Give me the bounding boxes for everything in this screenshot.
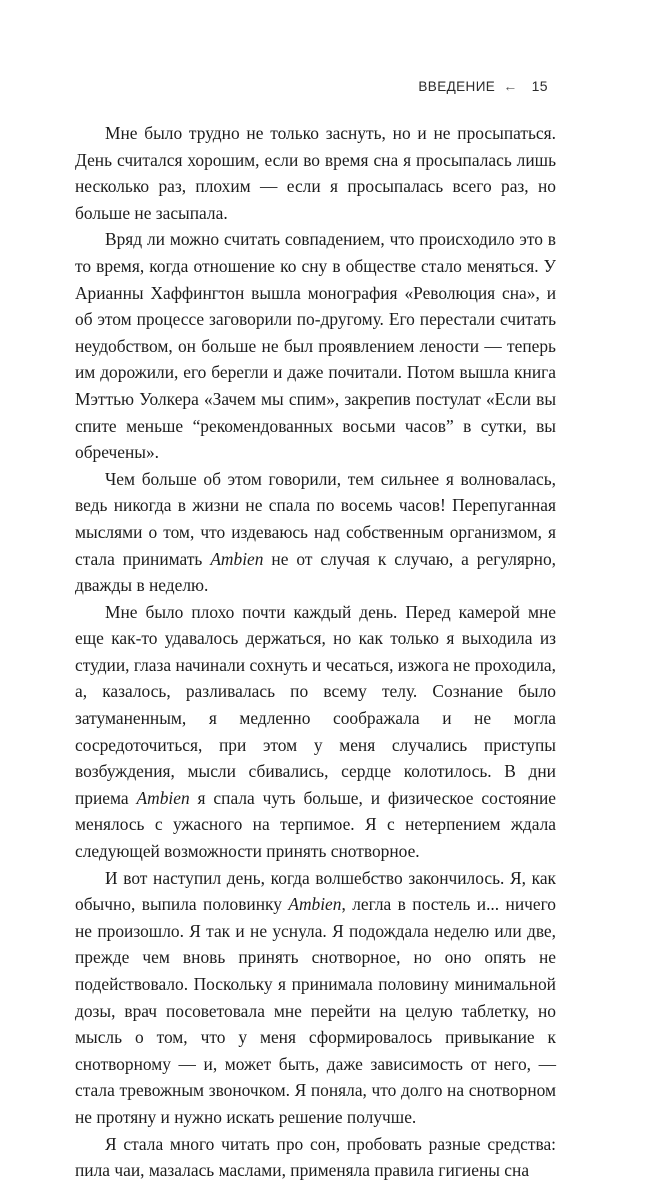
paragraph: Вряд ли можно считать совпадением, что происходило это в то время, когда отношение ко сну в обществе стало меняться. У Арианны Хаффингтон вышла монография «Революция сна», и об этом процессе заговорили по-другому. Его перестали считать неудобством, он больше не был проявлением лености — теперь им дорожили, его берегли и даже почитали. Потом вышла книга Мэттью Уолкера «Зачем мы спим», закрепив постулат «Если вы спите меньше “рекомендованных восьми часов” в сутки, вы обречены». (75, 229, 556, 463)
paragraph: И вот наступил день, когда волшебство закончилось. Я, как обычно, выпила половинку Ambien, легла в постель и... ничего не произошло. Я так и не уснула. Я подождала неделю или две, прежде чем вновь принять снотворное, но оно опять не подействовало. Поскольку я принимала половину минимальной дозы, врач посоветовала мне перейти на целую таблетку, но мысль о том, что у меня сформировалось привыкание к снотворному — и, может быть, даже зависимость от него, — стала тревожным звоночком. Я поняла, что долго на снотворном не протяну и нужно искать решение получше. (75, 867, 556, 1127)
page-number: 15 (531, 78, 548, 94)
body-text (75, 120, 556, 1184)
section-title: ВВЕДЕНИЕ (418, 78, 496, 94)
paragraph: Мне было трудно не только заснуть, но и не просыпаться. День считался хорошим, если во время сна я просыпалась лишь несколько раз, плохим — если я просыпалась всего раз, но больше не засыпала. (75, 123, 556, 223)
paragraph: Мне было плохо почти каждый день. Перед камерой мне еще как-то удавалось держаться, но как только я выходила из студии, глаза начинали сохнуть и чесаться, изжога не проходила, а, казалось, разливалась по всему телу. Сознание было затуманенным, я медленно соображала и не могла сосредоточиться, при этом у меня случались приступы возбуждения, мысли сбивались, сердце колотилось. В дни приема Ambien я спала чуть больше, и физическое состояние менялось с ужасного на терпимое. Я с нетерпением ждала следующей возможности принять снотворное. (75, 601, 556, 862)
paragraph: Чем больше об этом говорили, тем сильнее я волновалась, ведь никогда в жизни не спала по восемь часов! Перепуганная мыслями о том, что издеваюсь над собственным организмом, я стала принимать Ambien не от случая к случаю, а регулярно, дважды в неделю. (75, 468, 556, 596)
drug-name: Ambien (210, 548, 264, 569)
paragraph: Я стала много читать про сон, пробовать разные средства: пила чаи, мазалась маслами, применяла правила гигиены сна (75, 1133, 556, 1181)
drug-name: Ambien (136, 787, 190, 808)
drug-name: Ambien (288, 894, 342, 915)
running-head (418, 78, 548, 94)
arrow-left-icon: ← (503, 78, 518, 94)
